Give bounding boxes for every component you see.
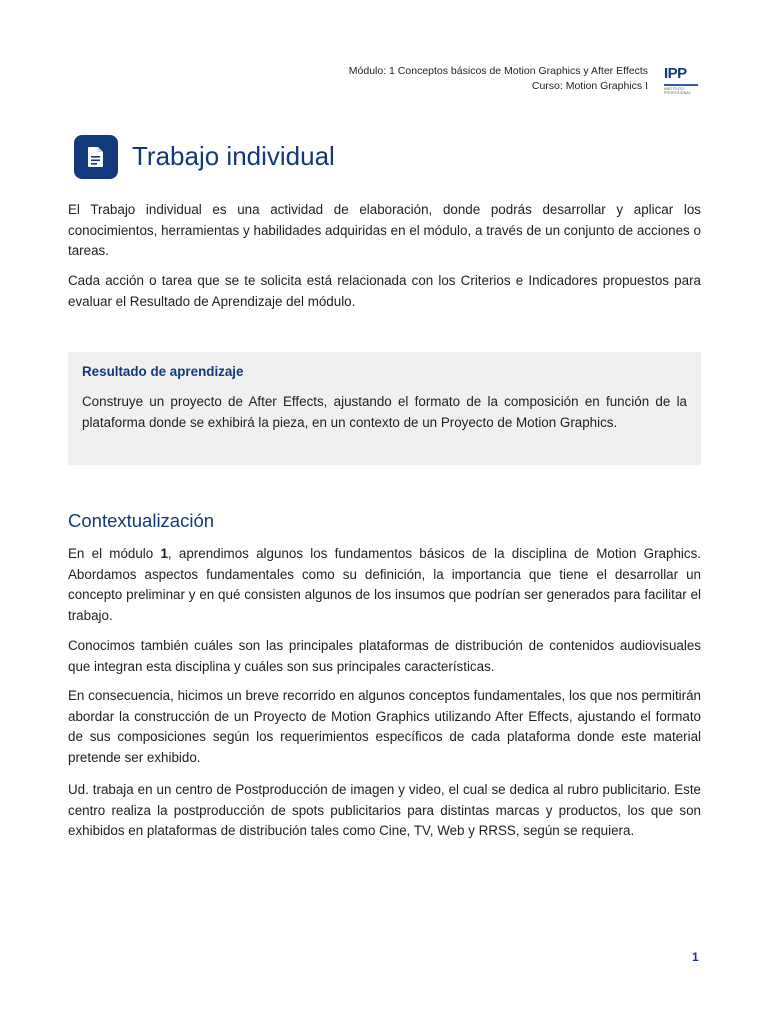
course-line: Curso: Motion Graphics I [531, 80, 648, 92]
context-p1-rest: , aprendimos algunos los fundamentos básicos de la disciplina de Motion Graphics. Abordamos aspectos fundamentales como su definición, la importancia que tiene el desarrollar un concepto preliminar y en qué consisten algunos de los insumos que podrían ser generados para facilitar el trabajo. [68, 546, 701, 623]
logo-subtext: INSTITUTO PROFESIONAL [664, 87, 692, 95]
ipp-logo [664, 65, 704, 95]
title-row [74, 124, 335, 190]
learning-outcome-title: Resultado de aprendizaje [82, 364, 244, 379]
module-line: Módulo: 1 Conceptos básicos de Motion Graphics y After Effects [348, 65, 648, 77]
context-paragraph-3: En consecuencia, hicimos un breve recorrido en algunos conceptos fundamentales, los que nos permitirán abordar la construcción de un Proyecto de Motion Graphics utilizando After Effects, ajustando el formato de sus composiciones según los requerimientos específicos de cada plataforma donde este material pretende ser exhibido. [68, 688, 701, 765]
logo-text: IPP [664, 65, 687, 82]
page-number: 1 [692, 950, 699, 964]
learning-outcome-text: Construye un proyecto de After Effects, ajustando el formato de la composición en función de la plataforma donde se exhibirá la pieza, en un contexto de un Proyecto de Motion Graphics. [82, 394, 687, 430]
page-title: Trabajo individual [132, 141, 335, 172]
context-section-title: Contextualización [68, 510, 215, 531]
intro-paragraph-2: Cada acción o tarea que se te solicita está relacionada con los Criterios e Indicadores propuestos para evaluar el Resultado de Aprendizaje del módulo. [68, 273, 701, 309]
context-p1-start: En el módulo [68, 546, 161, 561]
context-paragraph-2: Conocimos también cuáles son las principales plataformas de distribución de contenidos audiovisuales que integran esta disciplina y cuáles son sus principales características. [68, 638, 701, 674]
context-paragraph-1 [68, 544, 701, 626]
learning-outcome-box [68, 352, 701, 465]
document-icon [74, 135, 118, 179]
logo-underline [664, 84, 698, 86]
context-paragraph-4: Ud. trabaja en un centro de Postproducción de imagen y video, el cual se dedica al rubro publicitario. Este centro realiza la postproducción de spots publicitarios para distintas marcas y productos, los que son exhibidos en plataformas de distribución tales como Cine, TV, Web y RRSS, según se requiera. [68, 782, 701, 838]
module-number: 1 [160, 546, 168, 561]
page-header [349, 64, 648, 94]
intro-paragraph-1: El Trabajo individual es una actividad de elaboración, donde podrás desarrollar y aplicar los conocimientos, herramientas y habilidades adquiridas en el módulo, a través de un conjunto de acciones o tareas. [68, 202, 701, 258]
